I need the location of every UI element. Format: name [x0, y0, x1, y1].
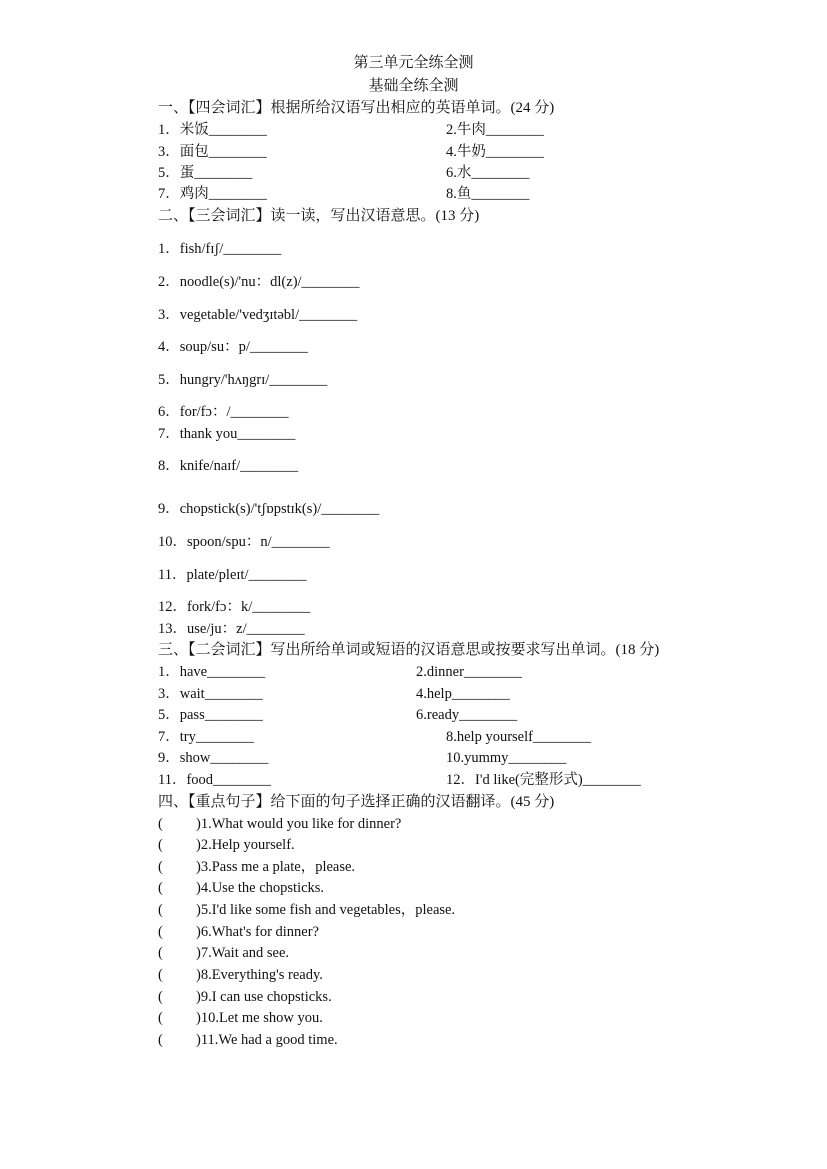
answer-paren: ( [158, 1032, 163, 1048]
answer-paren: ( [158, 816, 163, 832]
s2-item: 11．plate/pleɪt/________ [158, 567, 307, 583]
answer-paren: ( [158, 967, 163, 983]
s4-item: )7.Wait and see. [196, 945, 290, 961]
s1-item: 7．鸡肉________ [158, 186, 267, 202]
s1-item: 5．蛋________ [158, 165, 253, 181]
s3-item: 8.help yourself________ [446, 729, 591, 745]
s3-item: 10.yummy________ [446, 750, 567, 766]
s1-item: 3．面包________ [158, 144, 267, 160]
s3-item: 3．wait________ [158, 686, 263, 702]
s4-item: )6.What's for dinner? [196, 924, 319, 940]
s4-item: )5.I'd like some fish and vegetables，please. [196, 902, 456, 918]
answer-paren: ( [158, 1010, 163, 1026]
s3-item: 9．show________ [158, 750, 269, 766]
answer-paren: ( [158, 880, 163, 896]
s4-item: )3.Pass me a plate，please. [196, 859, 356, 875]
s4-item: )9.I can use chopsticks. [196, 989, 332, 1005]
s2-item: 5．hungry/'hʌŋgrɪ/________ [158, 372, 328, 388]
s2-item: 12．fork/fɔ：k/________ [158, 599, 311, 615]
s3-item: 1．have________ [158, 664, 266, 680]
answer-paren: ( [158, 837, 163, 853]
section-2-heading: 二、【三会词汇】读一读，写出汉语意思。(13 分) [158, 208, 480, 224]
page-subtitle: 基础全练全测 [368, 78, 459, 94]
answer-paren: ( [158, 989, 163, 1005]
s4-item: )4.Use the chopsticks. [196, 880, 325, 896]
s1-item: 4.牛奶________ [446, 144, 544, 160]
s2-item: 10．spoon/spu：n/________ [158, 534, 330, 550]
s3-item: 4.help________ [416, 686, 510, 702]
s1-item: 8.鱼________ [446, 186, 530, 202]
s1-item: 1．米饭________ [158, 122, 267, 138]
s2-item: 1．fish/fɪʃ/________ [158, 241, 282, 257]
answer-paren: ( [158, 924, 163, 940]
s2-item: 9．chopstick(s)/'tʃɒpstɪk(s)/________ [158, 501, 380, 517]
s4-item: )11.We had a good time. [196, 1032, 338, 1048]
s2-item: 8．knife/naɪf/________ [158, 458, 299, 474]
s3-item: 7．try________ [158, 729, 254, 745]
s4-item: )1.What would you like for dinner? [196, 816, 402, 832]
s3-item: 2.dinner________ [416, 664, 522, 680]
s3-item: 6.ready________ [416, 707, 518, 723]
s3-item: 5．pass________ [158, 707, 263, 723]
page-title: 第三单元全练全测 [353, 55, 474, 71]
s2-item: 4．soup/su：p/________ [158, 339, 308, 355]
section-4-heading: 四、【重点句子】给下面的句子选择正确的汉语翻译。(45 分) [158, 794, 555, 810]
s2-item: 6．for/fɔ：/________ [158, 404, 289, 420]
s1-item: 6.水________ [446, 165, 530, 181]
s4-item: )10.Let me show you. [196, 1010, 323, 1026]
s2-item: 7．thank you________ [158, 426, 296, 442]
s2-item: 13．use/ju：z/________ [158, 621, 305, 637]
answer-paren: ( [158, 859, 163, 875]
section-1-heading: 一、【四会词汇】根据所给汉语写出相应的英语单词。(24 分) [158, 100, 555, 116]
s2-item: 3．vegetable/'vedʒɪtəbl/________ [158, 307, 358, 323]
s3-item: 11．food________ [158, 772, 272, 788]
s2-item: 2．noodle(s)/'nu：dl(z)/________ [158, 274, 360, 290]
s3-item: 12．I'd like(完整形式)________ [446, 772, 641, 788]
answer-paren: ( [158, 945, 163, 961]
s4-item: )8.Everything's ready. [196, 967, 323, 983]
answer-paren: ( [158, 902, 163, 918]
section-3-heading: 三、【二会词汇】写出所给单词或短语的汉语意思或按要求写出单词。(18 分) [158, 642, 660, 658]
s1-item: 2.牛肉________ [446, 122, 544, 138]
s4-item: )2.Help yourself. [196, 837, 295, 853]
